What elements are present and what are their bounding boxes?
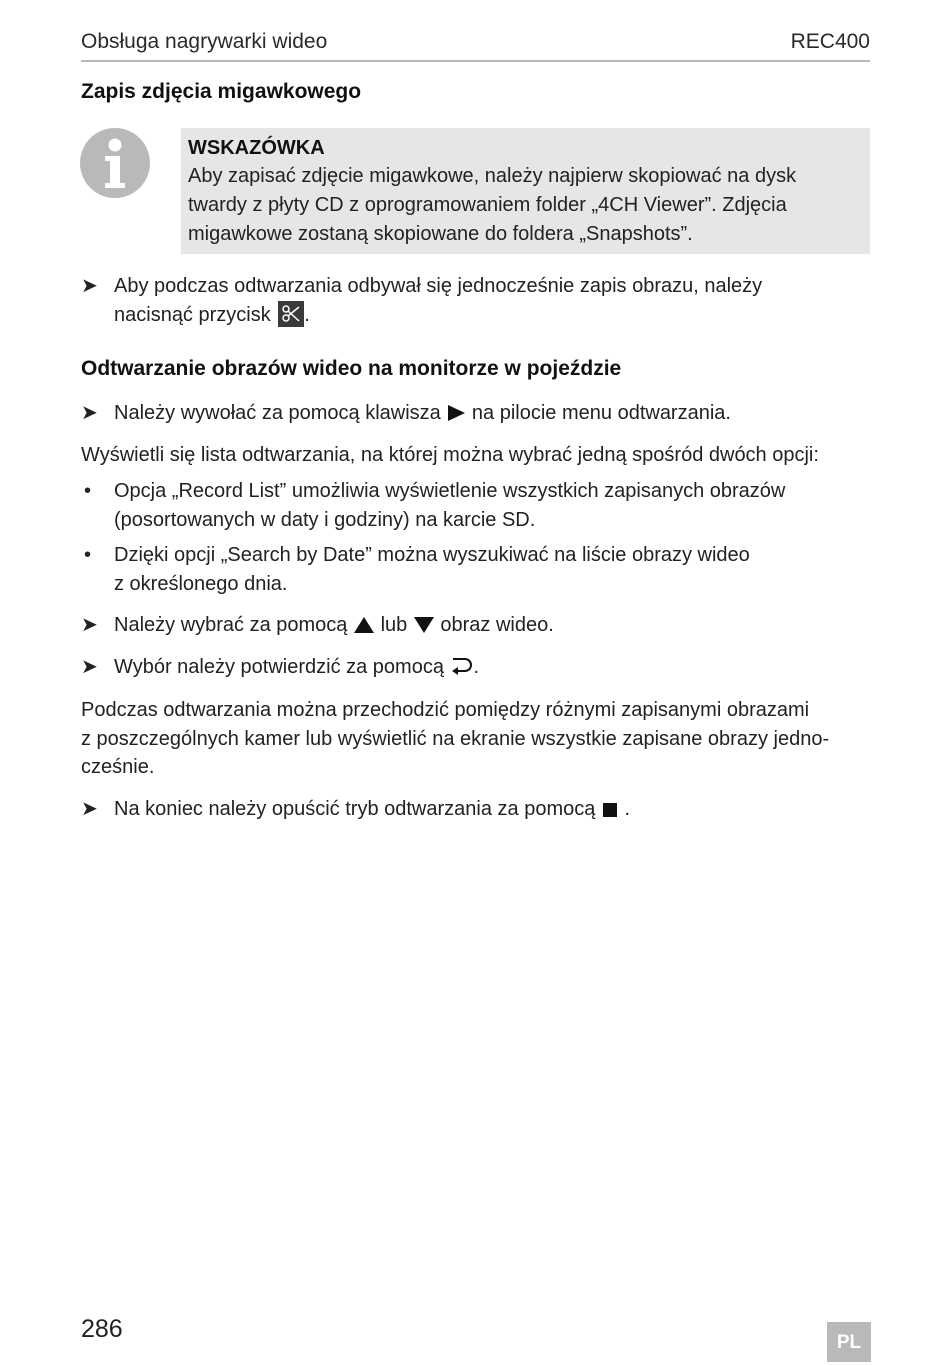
snapshot-heading: Zapis zdjęcia migawkowego (81, 80, 362, 103)
list-item (81, 477, 871, 534)
page-header (81, 30, 870, 62)
list-item (81, 541, 871, 598)
note-title: WSKAZÓWKA (188, 137, 325, 159)
step-text: lub (380, 614, 408, 636)
arrow-bullet-icon: ➤ (81, 402, 98, 424)
header-section-title: Obsługa nagrywarki wideo (81, 30, 328, 53)
bullet-dot: • (84, 544, 92, 566)
scissors-icon (278, 301, 304, 327)
step-text: nacisnąć przycisk (114, 303, 271, 326)
arrow-bullet-icon: ➤ (81, 614, 98, 636)
list-item-text: Dzięki opcji „Search by Date” można wyszukiwać na liście obrazy wideo (114, 544, 750, 566)
play-icon (446, 402, 466, 431)
step-exit-playback (81, 795, 871, 827)
list-item-text: Opcja „Record List” umożliwia wyświetlenie wszystkich zapisanych obrazów (114, 480, 786, 502)
step-text: Należy wybrać za pomocą (114, 614, 348, 636)
list-item-text: z określonego dnia. (114, 572, 288, 595)
note-line: migawkowe zostaną skopiowane do foldera „Snapshots”. (188, 223, 693, 245)
playback-paragraph (81, 696, 871, 782)
step-open-playback (81, 399, 871, 431)
down-arrow-icon (413, 614, 435, 643)
info-icon (80, 128, 150, 198)
paragraph-line: z poszczególnych kamer lub wyświetlić na ekranie wszystkie zapisane obrazy jedno- (81, 727, 830, 750)
note-line: twardy z płyty CD z oprogramowaniem folder „4CH Viewer”. Zdjęcia (188, 194, 787, 216)
step-text-end: . (624, 798, 631, 820)
step-text: Aby podczas odtwarzania odbywał się jednocześnie zapis obrazu, należy (114, 275, 763, 297)
step-text: Należy wywołać za pomocą klawisza (114, 402, 441, 424)
step-confirm (81, 653, 871, 685)
step-text-end: . (304, 303, 310, 326)
header-model: REC400 (790, 30, 870, 53)
step-text: Na koniec należy opuścić tryb odtwarzania za pomocą (114, 798, 596, 820)
note-box (181, 128, 870, 254)
step-text-end: . (473, 656, 480, 678)
up-arrow-icon (353, 614, 375, 643)
paragraph-line: Podczas odtwarzania można przechodzić pomiędzy różnymi zapisanymi obrazami (81, 699, 810, 721)
bullet-dot: • (84, 480, 92, 502)
step-text: Wybór należy potwierdzić za pomocą (114, 656, 444, 678)
arrow-bullet-icon: ➤ (81, 656, 98, 678)
step-snapshot (81, 272, 871, 329)
language-badge: PL (827, 1322, 871, 1362)
paragraph-line: cześnie. (81, 756, 155, 778)
playback-intro: Wyświetli się lista odtwarzania, na której można wybrać jedną spośród dwóch opcji: (81, 444, 819, 466)
arrow-bullet-icon: ➤ (81, 798, 98, 820)
note-line: Aby zapisać zdjęcie migawkowe, należy najpierw skopiować na dysk (188, 165, 797, 187)
list-item-text: (posortowanych w daty i godziny) na karcie SD. (114, 508, 536, 531)
step-text: obraz wideo. (440, 614, 554, 636)
step-text: na pilocie menu odtwarzania. (471, 402, 731, 424)
step-select-video (81, 611, 871, 643)
playback-heading: Odtwarzanie obrazów wideo na monitorze w pojeździe (81, 357, 622, 380)
page-number: 286 (81, 1315, 123, 1343)
enter-icon (450, 656, 474, 685)
arrow-bullet-icon: ➤ (81, 275, 98, 297)
stop-icon (601, 798, 619, 827)
